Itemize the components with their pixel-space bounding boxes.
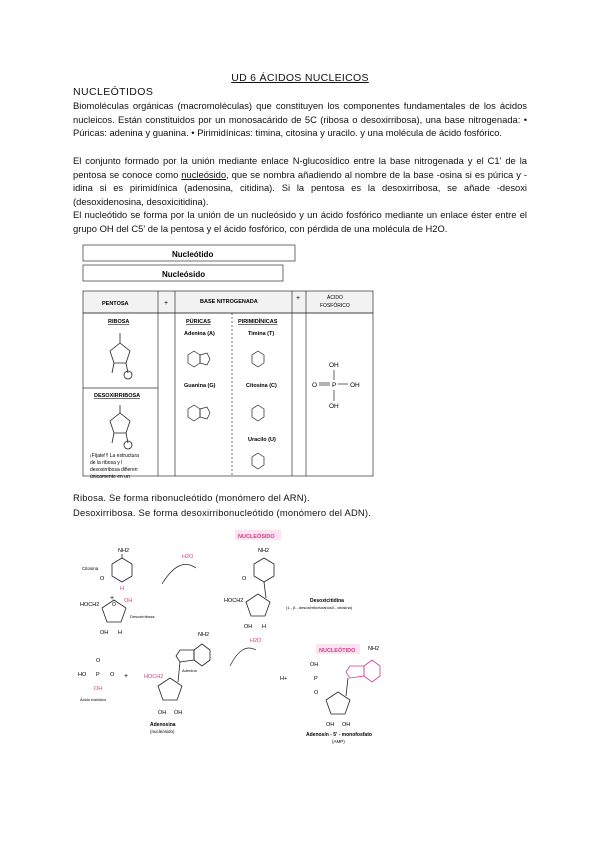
section-heading: NUCLEÓTIDOS — [73, 86, 154, 98]
scheme-plus-1: + — [110, 595, 115, 602]
phosphate-ho: HO — [78, 672, 87, 678]
desoxirribosa-oh-3: OH — [100, 630, 109, 636]
water-label-2: H2O — [250, 638, 262, 644]
adenosina-sub-label: (nucleósido) — [150, 729, 175, 734]
reaction-arrow-1 — [162, 564, 196, 584]
amp-label: Adenosín - 5' - monofosfato — [306, 732, 372, 738]
sugar-note-line-3: desoxirribosa difieren — [90, 467, 138, 473]
nucleotide-formation-scheme — [74, 526, 430, 746]
desoxicitidina-label: Desoxicitidina — [310, 598, 344, 604]
amp-o: O — [314, 690, 319, 696]
phosphate-oh-bottom: OH — [329, 403, 339, 410]
scheme-plus-2: + — [124, 673, 129, 680]
uracilo-structure — [252, 453, 264, 469]
amp-oh-1: OH — [326, 722, 335, 728]
adenosina-molecule — [144, 632, 210, 734]
citosina-structure — [252, 405, 264, 421]
nucleosido-tag: NUCLEÓSIDO — [238, 534, 275, 540]
desoxicitidina-hoch2: HOCH2 — [224, 598, 244, 604]
header-fosforico: FOSFÓRICO — [320, 303, 350, 309]
desoxicitidina-o: O — [242, 576, 247, 582]
citosina-label: Citosina (C) — [246, 383, 277, 389]
nucleotide-composition-table — [80, 243, 376, 480]
amp-molecule — [280, 646, 380, 744]
citosina-nh2: NH2 — [118, 548, 130, 554]
paragraph-nucleotide: El nucleótido se forma por la unión de un nucleósido y un ácido fosfórico mediante un enlace éster entre el grupo OH del C5' de la pentosa y el ácido fosfórico, con pérdida de una molécula de H2O. — [73, 209, 527, 234]
adenina-label: Adenina (A) — [184, 331, 215, 337]
amp-p: P — [314, 676, 318, 682]
adenina-structure — [188, 351, 210, 367]
acido-fosforico-label: Ácido fosfórico — [80, 697, 107, 702]
desoxicitidina-molecule — [224, 548, 353, 630]
adenosina-label: Adenosina — [150, 722, 176, 728]
ribosa-structure — [110, 333, 132, 379]
timina-structure — [252, 351, 264, 367]
citosina-molecule — [82, 548, 132, 592]
header-plus-2: + — [296, 295, 301, 302]
desoxirribosa-h-2: H — [118, 630, 122, 636]
phosphate-o-right: O — [110, 672, 115, 678]
phosphate-o: O — [312, 382, 318, 389]
caption-ribosa: Ribosa. Se forma ribonucleótido (monómero del ARN). — [73, 492, 310, 503]
paragraph-nucleoside-start: El conjunto formado por la unión mediante enlace N-glucosídico entre la base nitrogenada y el C1' de la pentosa se conoce como — [73, 155, 527, 180]
water-label-1: H2O — [182, 554, 194, 560]
adenosina-adenina-label: Adenina — [182, 668, 197, 673]
amp-oh-2: OH — [342, 722, 351, 728]
header-pentosa: PENTOSA — [102, 301, 129, 307]
desoxirribosa-oh: OH — [124, 598, 133, 604]
amp-sub-label: (AMP) — [332, 739, 345, 744]
phosphate-p: P — [332, 382, 337, 389]
desoxirribosa-hoch2: HOCH2 — [80, 602, 100, 608]
guanina-label: Guanina (G) — [184, 383, 216, 389]
adenosina-oh-2: OH — [174, 710, 183, 716]
adenosina-nh2: NH2 — [198, 632, 210, 638]
sugar-note-line-1: ¡Fíjate!!! La estructura — [90, 453, 139, 459]
pirimidinicas-label: PIRIMIDÍNICAS — [238, 319, 278, 325]
desoxicitidina-nh2: NH2 — [258, 548, 270, 554]
desoxirribosa-structure — [110, 405, 132, 449]
adenosina-oh-1: OH — [158, 710, 167, 716]
phosphoric-acid-structure — [312, 362, 360, 410]
acido-fosforico-molecule — [78, 658, 115, 702]
desoxicitidina-oh: OH — [244, 624, 253, 630]
paragraph-definition: Biomoléculas orgánicas (macromoléculas) que constituyen los componentes fundamentales de los ácidos nucleicos. Están constituidos por un monosacárido de 5C (ribosa o desoxirribosa), una base nitrogenada: • Púricas: adenina y guanina. • Pirimidínicas: timina, citosina y uracilo. y una molécula de ácido fosfórico. — [73, 100, 527, 139]
desoxirribosa-label: Desoxirribosa — [130, 614, 155, 619]
timina-label: Timina (T) — [248, 331, 275, 337]
amp-oh: OH — [310, 662, 319, 668]
puricas-label: PÚRICAS — [186, 319, 211, 325]
amp-nh2: NH2 — [368, 646, 380, 652]
phosphate-p: P — [96, 672, 100, 678]
phosphate-o-top: O — [96, 658, 101, 664]
nucleoside-term: nucleósido — [181, 168, 227, 180]
guanina-structure — [188, 405, 210, 421]
header-base: BASE NITROGENADA — [200, 299, 258, 305]
header-plus-1: + — [164, 300, 169, 307]
nucleotido-tag: NUCLEÓTIDO — [319, 648, 356, 654]
paragraph-nucleoside — [73, 154, 527, 208]
desoxirribosa-label: DESOXIRRIBOSA — [94, 393, 141, 399]
desoxicitidina-sub-label: (1 - β - desoxirribofuranosil - citosina) — [286, 605, 353, 610]
citosina-o: O — [100, 576, 105, 582]
paragraph-nucleoside-end: , que se nombra añadiendo al nombre de la base -osina si es púrica y -idina si es pirimidínica (adenosina, citidina). Si la pentosa es la desoxirribosa, se añade -desoxi (desoxidenosina, desoxicitidina). — [73, 168, 527, 207]
phosphate-oh-right: OH — [350, 382, 360, 389]
desoxirribosa-ring-o: O — [112, 602, 116, 608]
desoxicitidina-h: H — [262, 624, 266, 630]
phosphate-oh-top: OH — [329, 362, 339, 369]
header-acido: ÁCIDO — [327, 295, 343, 301]
page-title: UD 6 ÁCIDOS NUCLEICOS — [231, 72, 369, 84]
amp-hplus: H+ — [280, 676, 288, 682]
desoxirribosa-molecule — [80, 598, 155, 636]
citosina-label: Citosina — [82, 566, 99, 571]
phosphate-oh: OH — [94, 686, 103, 692]
sugar-note-line-4: únicamente en un — [90, 474, 130, 480]
sugar-note-line-2: de la ribosa y l — [90, 460, 123, 466]
nucleotide-label: Nucleótido — [172, 250, 214, 259]
adenosina-hoch2: HOCH2 — [144, 674, 164, 680]
uracilo-label: Uracilo (U) — [248, 437, 276, 443]
reaction-arrow-2 — [230, 648, 256, 666]
caption-desoxirribosa: Desoxirribosa. Se forma desoxirribonucleótido (monómero del ADN). — [73, 507, 372, 518]
ribosa-label: RIBOSA — [108, 319, 130, 325]
citosina-h: H — [120, 586, 124, 592]
nucleoside-label: Nucleósido — [162, 270, 206, 279]
